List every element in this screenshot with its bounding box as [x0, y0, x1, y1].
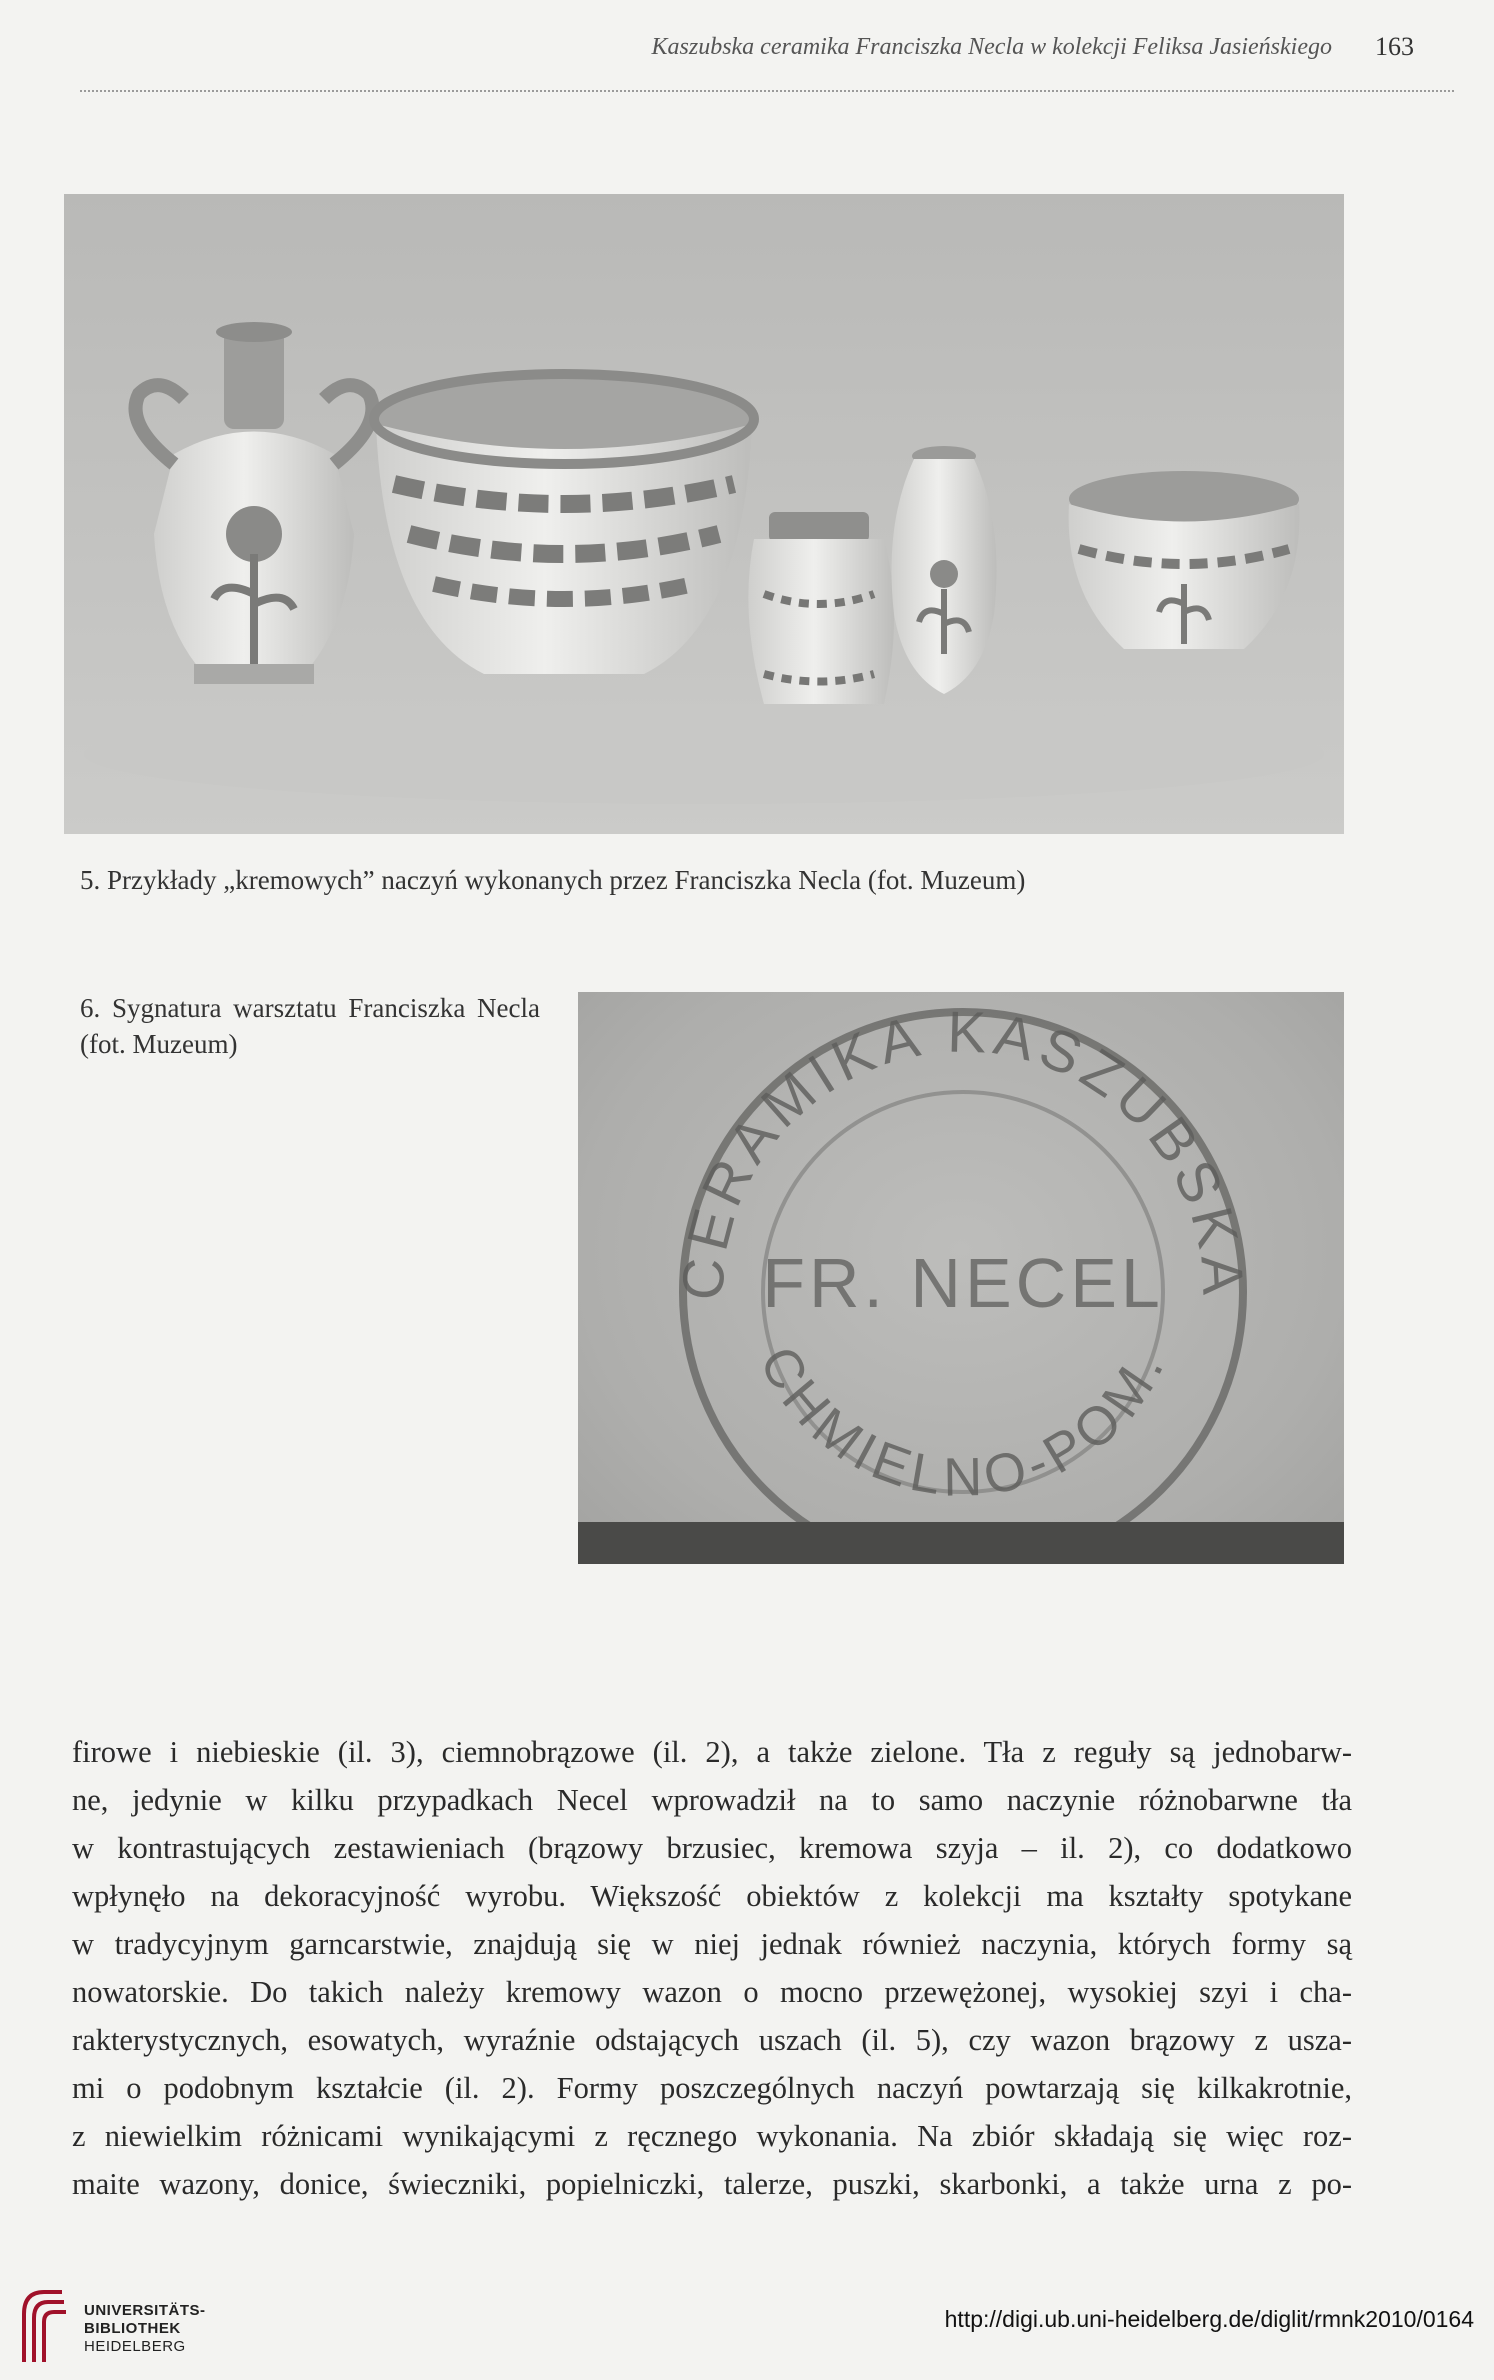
body-line: maite wazony, donice, świeczniki, popielniczki, talerze, puszki, skarbonki, a także urna z po-: [72, 2167, 1352, 2201]
figure-6-caption: 6. Sygnatura warsztatu Franciszka Necla (fot. Muzeum): [80, 993, 540, 1059]
body-line: ne, jedynie w kilku przypadkach Necel wprowadził na to samo naczynie różnobarwne tła: [72, 1783, 1352, 1817]
body-line: rakterystycznych, esowatych, wyraźnie odstających uszach (il. 5), czy wazon brązowy z usza-: [72, 2023, 1352, 2057]
header-rule: [80, 90, 1454, 92]
source-url-link[interactable]: http://digi.ub.uni-heidelberg.de/diglit/rmnk2010/0164: [944, 2306, 1474, 2332]
body-text: [72, 1728, 1352, 2208]
body-line: z niewielkim różnicami wynikającymi z ręcznego wykonania. Na zbiór składają się więc roz-: [72, 2119, 1352, 2153]
narrow-vase: [892, 446, 997, 694]
running-title: Kaszubska ceramika Franciszka Necla w kolekcji Feliksa Jasieńskiego: [651, 34, 1332, 60]
library-logo-icon: [18, 2284, 70, 2364]
page-number: 163: [1375, 32, 1414, 61]
scalloped-bowl: [374, 374, 754, 674]
vase-with-handles: [136, 322, 373, 684]
ceramics-illustration: [64, 194, 1344, 834]
running-head: [80, 28, 1454, 68]
stamp-text-bottom: CHMIELNO-POM.: [747, 1336, 1178, 1508]
library-line-3: HEIDELBERG: [84, 2338, 186, 2355]
stamp-text-center: FR. NECEL: [762, 1244, 1164, 1322]
svg-text:CHMIELNO-POM.: [748, 1337, 1178, 1508]
low-bowl: [1069, 471, 1300, 649]
small-jar: [748, 512, 894, 704]
workshop-stamp: [578, 992, 1344, 1564]
body-line: mi o podobnym kształcie (il. 2). Formy poszczególnych naczyń powtarzają się kilkakrotnie,: [72, 2071, 1352, 2105]
body-line: w tradycyjnym garncarstwie, znajdują się w niej jednak również naczynia, których formy są: [72, 1927, 1352, 1961]
stamp-text-outer: CERAMIKA KASZUBSKA: [670, 999, 1256, 1303]
figure-5-caption: 5. Przykłady „kremowych” naczyń wykonanych przez Franciszka Necla (fot. Muzeum): [80, 865, 1026, 895]
library-name: [84, 2302, 206, 2356]
body-line: firowe i niebieskie (il. 3), ciemnobrązowe (il. 2), a także zielone. Tła z reguły są jednobarw-: [72, 1735, 1352, 1769]
figure-6-photo: [578, 992, 1344, 1564]
body-line: wpłynęło na dekoracyjność wyrobu. Większość obiektów z kolekcji ma kształty spotykane: [72, 1879, 1352, 1913]
body-line: w kontrastujących zestawieniach (brązowy brzusiec, kremowa szyja – il. 2), co dodatkowo: [72, 1831, 1352, 1865]
body-line: nowatorskie. Do takich należy kremowy wazon o mocno przewężonej, wysokiej szyi i cha-: [72, 1975, 1352, 2009]
footer: [0, 2270, 1494, 2380]
library-line-1: UNIVERSITÄTS-: [84, 2302, 206, 2319]
library-line-2: BIBLIOTHEK: [84, 2320, 181, 2337]
figure-5-photo: [64, 194, 1344, 834]
